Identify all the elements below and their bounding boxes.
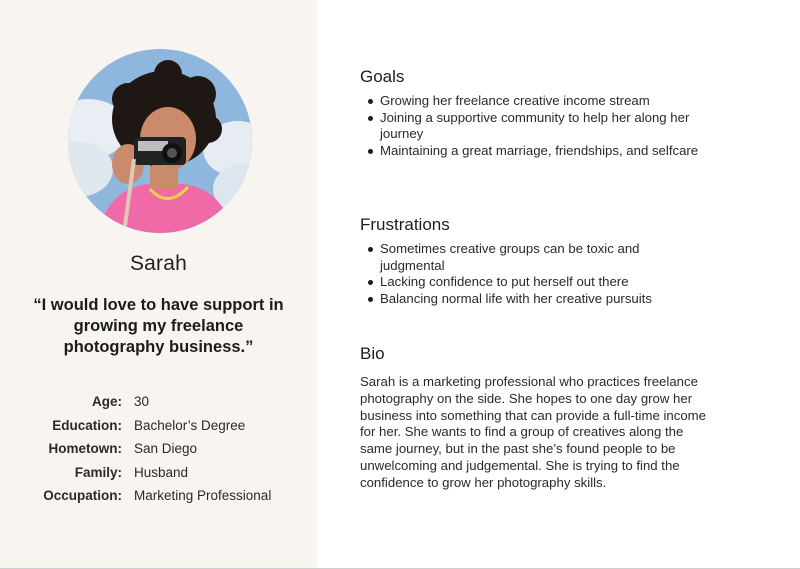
goals-list (360, 93, 700, 159)
list-item: Sometimes creative groups can be toxic and judgmental (380, 241, 700, 274)
details-panel (317, 0, 800, 568)
fact-label: Occupation: (43, 488, 122, 504)
fact-value: San Diego (134, 441, 198, 457)
goals-heading: Goals (360, 67, 405, 86)
fact-row-age (30, 390, 310, 414)
persona-quote: “I would love to have support in growing my freelance photography business.” (33, 296, 284, 356)
list-item: Balancing normal life with her creative pursuits (380, 291, 700, 308)
fact-value: Husband (134, 464, 189, 480)
fact-label: Hometown: (48, 441, 122, 457)
photographer-illustration (68, 49, 252, 233)
fact-value: 30 (134, 394, 150, 410)
list-item: Maintaining a great marriage, friendships, and selfcare (380, 142, 699, 158)
fact-row-family (30, 461, 310, 485)
bio-heading: Bio (360, 344, 385, 363)
facts-list (30, 390, 310, 508)
frustrations-list (360, 241, 700, 307)
frustrations-heading: Frustrations (360, 215, 450, 234)
bio-text: Sarah is a marketing professional who practices freelance photography on the side. She hopes to one day grow her business into something that can provide a full-time income for her. She wants to find a group of creatives along the same journey, but in the past she’s found people to be unwelcoming and judgemental. She is trying to find the confidence to grow her photography skills. (360, 374, 706, 490)
fact-row-education (30, 414, 310, 438)
fact-row-hometown (30, 437, 310, 461)
fact-label: Age: (92, 394, 122, 410)
fact-row-occupation (30, 484, 310, 508)
fact-value: Marketing Professional (134, 488, 272, 504)
bio-section (360, 344, 720, 492)
goals-section (360, 67, 700, 159)
list-item: Joining a supportive community to help her along her journey (380, 110, 700, 143)
persona-name: Sarah (129, 252, 188, 275)
frustrations-section (360, 215, 700, 307)
fact-label: Education: (52, 417, 122, 433)
list-item: Growing her freelance creative income stream (380, 93, 700, 110)
list-item: Lacking confidence to put herself out there (380, 274, 700, 291)
fact-value: Bachelor’s Degree (134, 417, 246, 433)
fact-label: Family: (74, 464, 122, 480)
avatar-photo (68, 49, 252, 233)
profile-panel (0, 0, 317, 568)
